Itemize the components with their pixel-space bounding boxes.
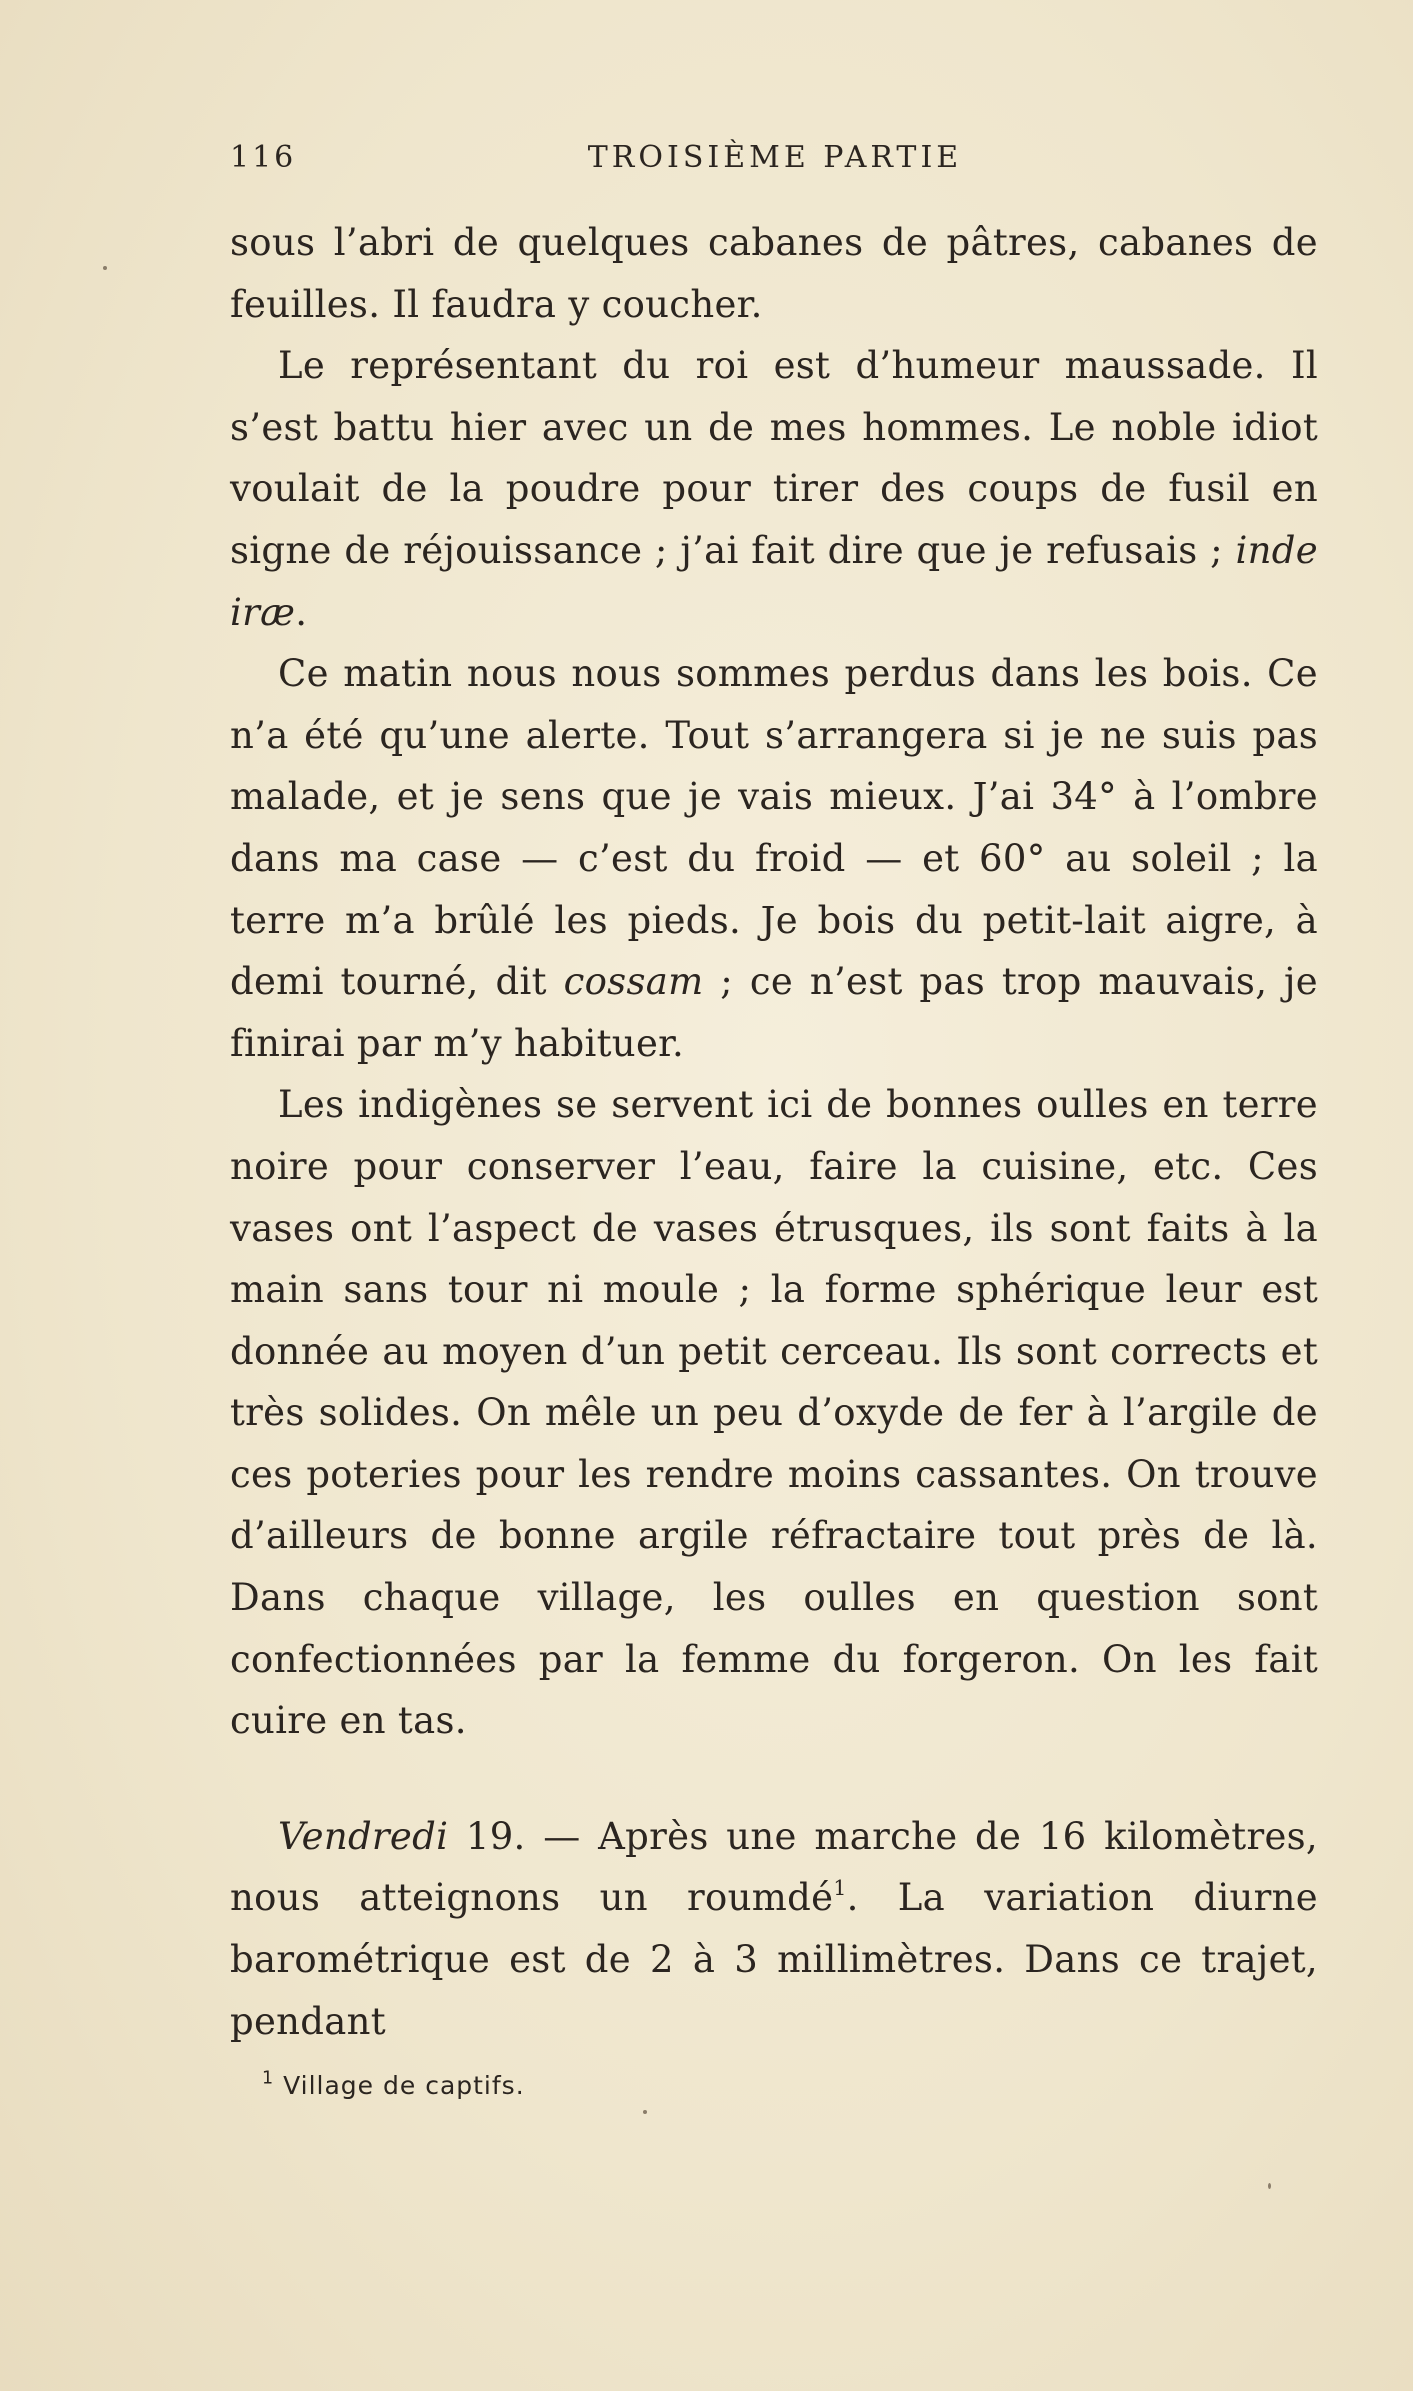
text-segment: ; ce n’est pas trop mauvais, je finirai par m’y habituer.	[230, 960, 1319, 1065]
text-segment: . La variation diurne barométrique est de 2 à 3 millimètres. Dans ce trajet, pendant	[230, 1876, 1318, 2043]
paragraph	[230, 212, 1318, 335]
italic-segment: Vendredi	[278, 1814, 449, 1858]
paragraph	[230, 643, 1318, 1074]
text-segment: sous l’abri de quelques cabanes de pâtres, cabanes de feuilles. Il faudra y coucher.	[230, 221, 1318, 326]
italic-segment: cossam	[563, 960, 704, 1004]
body-text	[230, 212, 1318, 2052]
footnote-marker: 1	[262, 2068, 275, 2089]
paragraph-entry	[230, 1806, 1318, 2052]
paragraph	[230, 1074, 1318, 1752]
paper-speck	[643, 2110, 647, 2114]
paragraph	[230, 335, 1318, 643]
text-segment: Les indigènes se servent ici de bonnes oulles en terre noire pour conserver l’eau, faire la cuisine, etc. Ces vases ont l’aspect de vases étrusques, ils sont faits à la main sans tour ni moule ; la forme sphérique leur est donnée au moyen d’un petit cerceau. Ils sont corrects et très solides. On mêle un peu d’oxyde de fer à l’argile de ces poteries pour les rendre moins cassantes. On trouve d’ailleurs de bonne argile réfractaire tout près de là. Dans chaque village, les oulles en question sont confectionnées par la femme du forgeron. On les fait cuire en tas.	[230, 1083, 1318, 1743]
footnote-text: Village de captifs.	[283, 2071, 525, 2100]
text-segment: .	[295, 590, 308, 634]
footnote	[262, 2068, 525, 2100]
italic-segment: inde iræ	[230, 528, 1318, 634]
page-number: 116	[230, 140, 297, 175]
paper-speck	[1268, 2183, 1271, 2189]
running-title: TROISIÈME PARTIE	[587, 140, 963, 175]
footnote-reference[interactable]: 1	[833, 1876, 847, 1901]
page-header	[230, 140, 1320, 190]
text-segment: Ce matin nous nous sommes perdus dans les bois. Ce n’a été qu’une alerte. Tout s’arrangera si je ne suis pas malade, et je sens que je vais mieux. J’ai 34° à l’ombre dans ma case — c’est du froid — et 60° au soleil ; la terre m’a brûlé les pieds. Je bois du petit-lait aigre, à demi tourné, dit	[230, 652, 1318, 1004]
paper-speck	[103, 266, 107, 270]
text-segment: 19. — Après une marche de 16 kilomètres, nous atteignons un roumdé	[230, 1814, 1318, 1920]
text-segment: Le représentant du roi est d’humeur maussade. Il s’est battu hier avec un de mes hommes. Le noble idiot voulait de la poudre pour tirer des coups de fusil en signe de réjouissance ; j’ai fait dire que je refusais ;	[230, 344, 1318, 572]
